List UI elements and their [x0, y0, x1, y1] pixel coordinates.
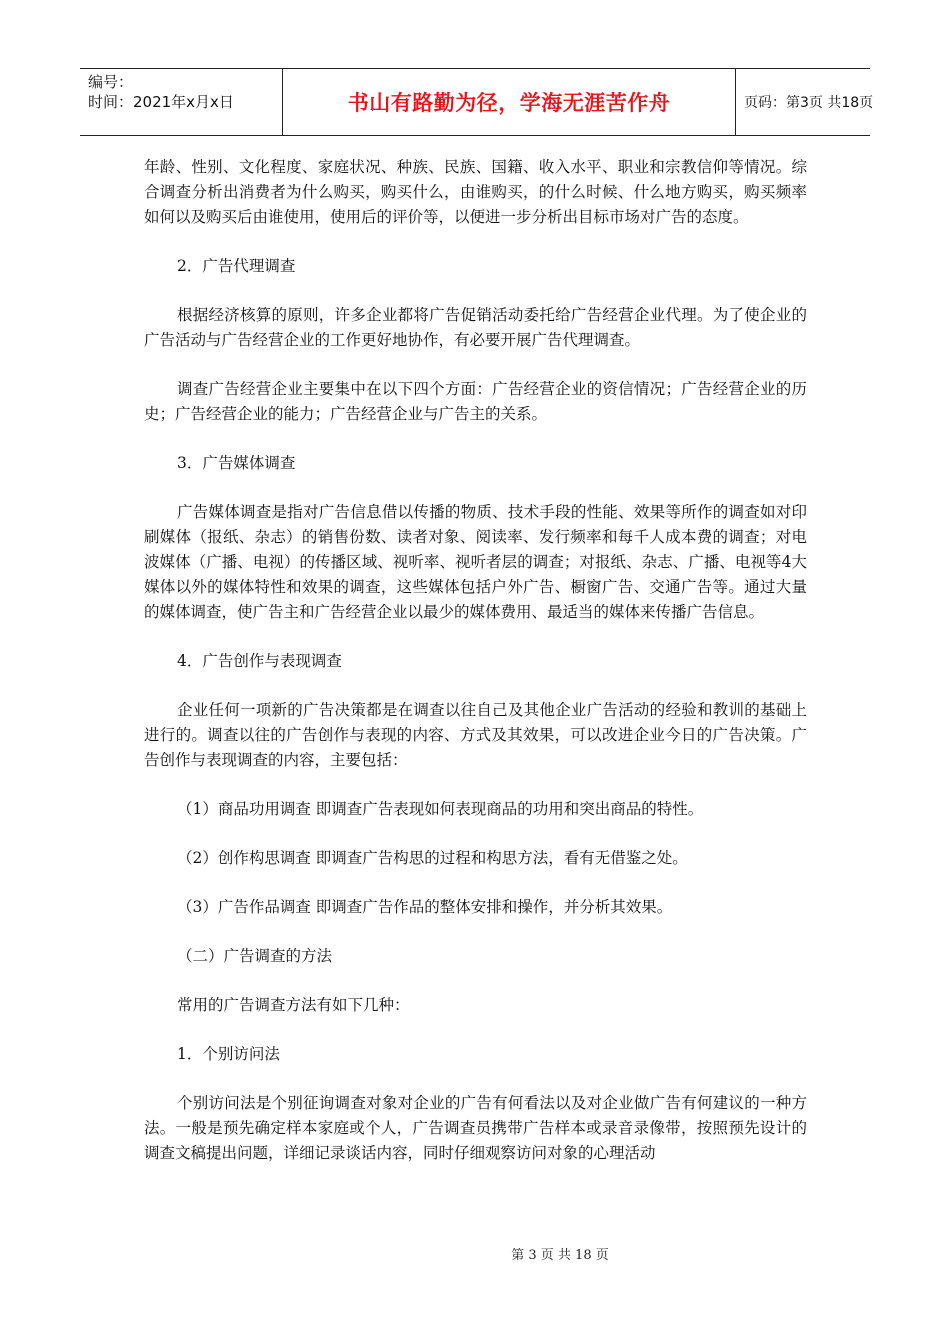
subheading: 4．广告创作与表现调查 — [177, 652, 342, 670]
subheading: 1．个别访问法 — [177, 1045, 280, 1063]
paragraph: 常用的广告调查方法有如下几种： — [177, 996, 410, 1014]
subheading: 3．广告媒体调查 — [177, 454, 296, 472]
list-item: （3）广告作品调查 即调查广告作品的整体安排和操作，并分析其效果。 — [177, 898, 673, 916]
paragraph: 年龄、性别、文化程度、家庭状况、种族、民族、国籍、收入水平、职业和宗教信仰等情况。综合调查分析出消费者为什么购买，购买什么，由谁购买，的什么时候、什么地方购买，购买频率如何以及购买后由谁使用，使用后的评价等，以便进一步分析出目标市场对广告的态度。 — [144, 158, 807, 226]
list-item: （1）商品功用调查 即调查广告表现如何表现商品的功用和突出商品的特性。 — [177, 800, 704, 818]
paragraph: 广告媒体调查是指对广告信息借以传播的物质、技术手段的性能、效果等所作的调查如对印刷媒体（报纸、杂志）的销售份数、读者对象、阅读率、发行频率和每千人成本费的调查；对电波媒体（广播、电视）的传播区域、视听率、视听者层的调查；对报纸、杂志、广播、电视等4大媒体以外的媒体特性和效果的调查，这些媒体包括户外广告、橱窗广告、交通广告等。通过大量的媒体调查，使广告主和广告经营企业以最少的媒体费用、最适当的媒体来传播广告信息。 — [144, 503, 807, 621]
list-item: （2）创作构思调查 即调查广告构思的过程和构思方法，看有无借鉴之处。 — [177, 849, 688, 867]
subheading: 2．广告代理调查 — [177, 257, 296, 275]
date-label: 时间：2021年x月x日 — [88, 93, 234, 111]
document-body — [144, 155, 807, 1166]
page-footer: 第 3 页 共 18 页 — [511, 1248, 609, 1263]
paragraph: 企业任何一项新的广告决策都是在调查以往自己及其他企业广告活动的经验和教训的基础上进行的。调查以往的广告创作与表现的内容、方式及其效果，可以改进企业今日的广告决策。广告创作与表现调查的内容，主要包括： — [144, 701, 807, 769]
number-label: 编号： — [88, 73, 134, 91]
page-header — [80, 68, 874, 136]
header-meta — [80, 69, 283, 135]
paragraph: 根据经济核算的原则，许多企业都将广告促销活动委托给广告经营企业代理。为了使企业的广告活动与广告经营企业的工作更好地协作，有必要开展广告代理调查。 — [144, 306, 807, 349]
header-motto: 书山有路勤为径，学海无涯苦作舟 — [283, 69, 736, 135]
paragraph: 调查广告经营企业主要集中在以下四个方面：广告经营企业的资信情况；广告经营企业的历史；广告经营企业的能力；广告经营企业与广告主的关系。 — [144, 380, 807, 423]
header-page-info: 页码：第3页 共18页 — [744, 95, 874, 111]
section-heading: （二）广告调查的方法 — [177, 947, 333, 965]
paragraph: 个别访问法是个别征询调查对象对企业的广告有何看法以及对企业做广告有何建议的一种方法。一般是预先确定样本家庭或个人，广告调查员携带广告样本或录音录像带，按照预先设计的调查文稿提出问题，详细记录谈话内容，同时仔细观察访问对象的心理活动 — [144, 1094, 807, 1162]
